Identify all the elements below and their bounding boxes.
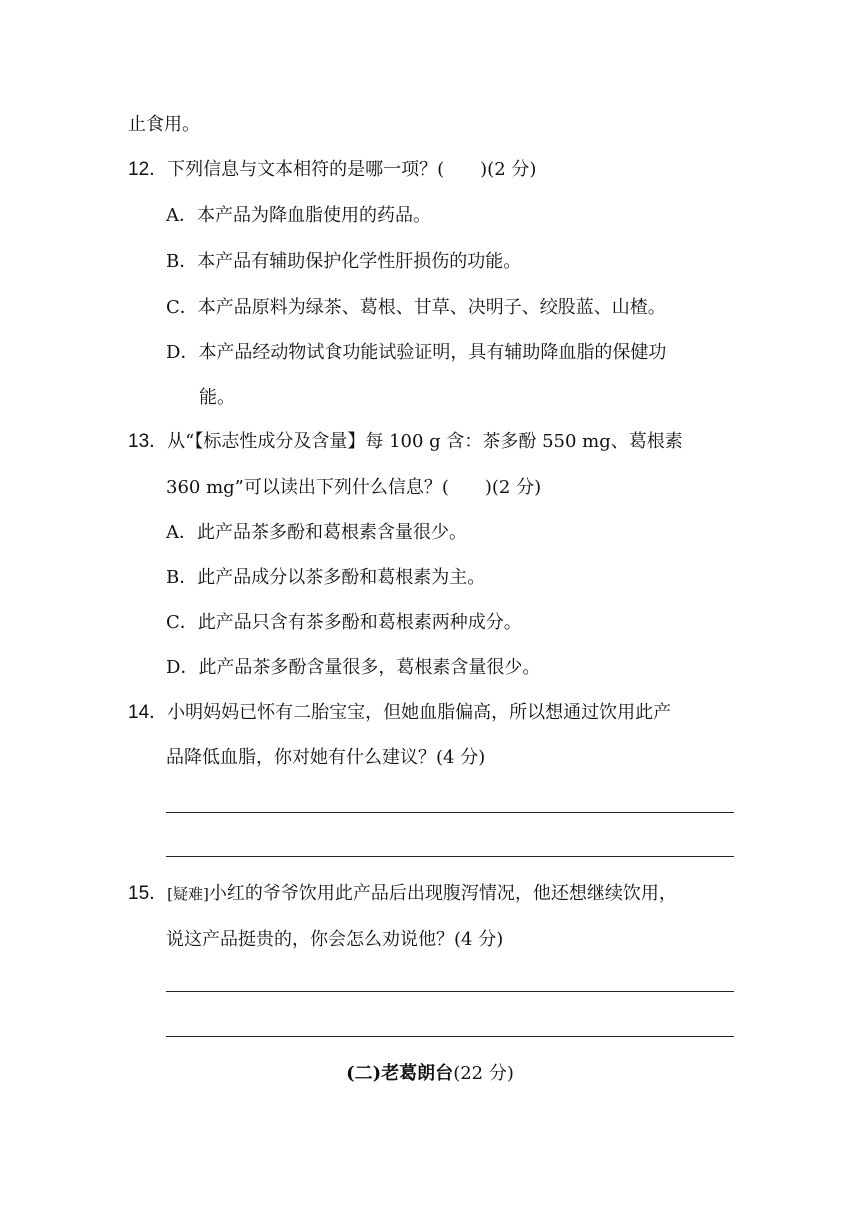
question-15-line2: 说这产品挺贵的，你会怎么劝说他？(4 分) [166,929,504,950]
question-text: 小红的爷爷饮用此产品后出现腹泻情况，他还想继续饮用， [208,883,677,904]
option-13-a: A．此产品茶多酚和葛根素含量很少。 [166,522,467,543]
option-letter: C [166,612,180,633]
option-12-b: B．本产品有辅助保护化学性肝损伤的功能。 [166,251,522,272]
question-text: 从“【标志性成分及含量】每 100 g 含：茶多酚 550 mg、葛根素 [167,431,683,452]
section-heading-title: (二)老葛朗台 [346,1063,454,1084]
option-13-b: B．此产品成分以茶多酚和葛根素为主。 [166,567,486,588]
question-15: 15．[疑难]小红的爷爷饮用此产品后出现腹泻情况，他还想继续饮用， [128,883,677,904]
option-text: 本产品为降血脂使用的药品。 [197,205,431,226]
question-12: 12．下列信息与文本相符的是哪一项？( )(2 分) [128,159,537,180]
question-number: 14 [128,702,150,723]
option-text: 此产品只含有茶多酚和葛根素两种成分。 [197,612,522,633]
option-13-d: D．此产品茶多酚含量很多，葛根素含量很少。 [166,657,541,678]
question-text: 下列信息与文本相符的是哪一项？( )(2 分) [167,159,537,180]
option-12-d-continuation: 能。 [199,387,235,408]
option-text: 此产品茶多酚含量很多，葛根素含量很少。 [198,657,541,678]
option-letter: A [166,522,179,543]
option-12-a: A．本产品为降血脂使用的药品。 [166,205,431,226]
option-12-d: D．本产品经动物试食功能试验证明，具有辅助降血脂的保健功 [166,342,667,363]
option-13-c: C．此产品只含有茶多酚和葛根素两种成分。 [166,612,522,633]
difficulty-tag: [疑难] [167,885,209,903]
option-text: 本产品经动物试食功能试验证明，具有辅助降血脂的保健功 [198,342,667,363]
section-heading [0,1062,860,1086]
option-text: 此产品茶多酚和葛根素含量很少。 [197,522,467,543]
question-number: 12 [128,159,150,180]
option-letter: B [166,251,180,272]
option-text: 此产品成分以茶多酚和葛根素为主。 [197,567,486,588]
answer-line[interactable] [166,812,734,813]
option-text: 本产品原料为绿茶、葛根、甘草、决明子、绞股蓝、山楂。 [197,297,666,318]
question-13-line2: 360 mg”可以读出下列什么信息？( )(2 分) [166,477,542,498]
option-letter: B [166,567,180,588]
option-text: 本产品有辅助保护化学性肝损伤的功能。 [197,251,522,272]
continuation-text: 止食用。 [128,114,200,135]
answer-line[interactable] [166,991,734,992]
question-13: 13．从“【标志性成分及含量】每 100 g 含：茶多酚 550 mg、葛根素 [128,431,683,452]
question-number: 15 [128,883,150,904]
question-14: 14．小明妈妈已怀有二胎宝宝，但她血脂偏高，所以想通过饮用此产 [128,702,672,723]
option-letter: C [166,297,180,318]
answer-line[interactable] [166,856,734,857]
question-number: 13 [128,431,150,452]
question-14-line2: 品降低血脂，你对她有什么建议？(4 分) [166,747,486,768]
option-letter: A [166,205,179,226]
option-letter: D [166,342,181,363]
option-letter: D [166,657,181,678]
question-text: 小明妈妈已怀有二胎宝宝，但她血脂偏高，所以想通过饮用此产 [167,702,672,723]
section-heading-score: (22 分) [453,1063,514,1084]
option-12-c: C．本产品原料为绿茶、葛根、甘草、决明子、绞股蓝、山楂。 [166,297,666,318]
answer-line[interactable] [166,1036,734,1037]
